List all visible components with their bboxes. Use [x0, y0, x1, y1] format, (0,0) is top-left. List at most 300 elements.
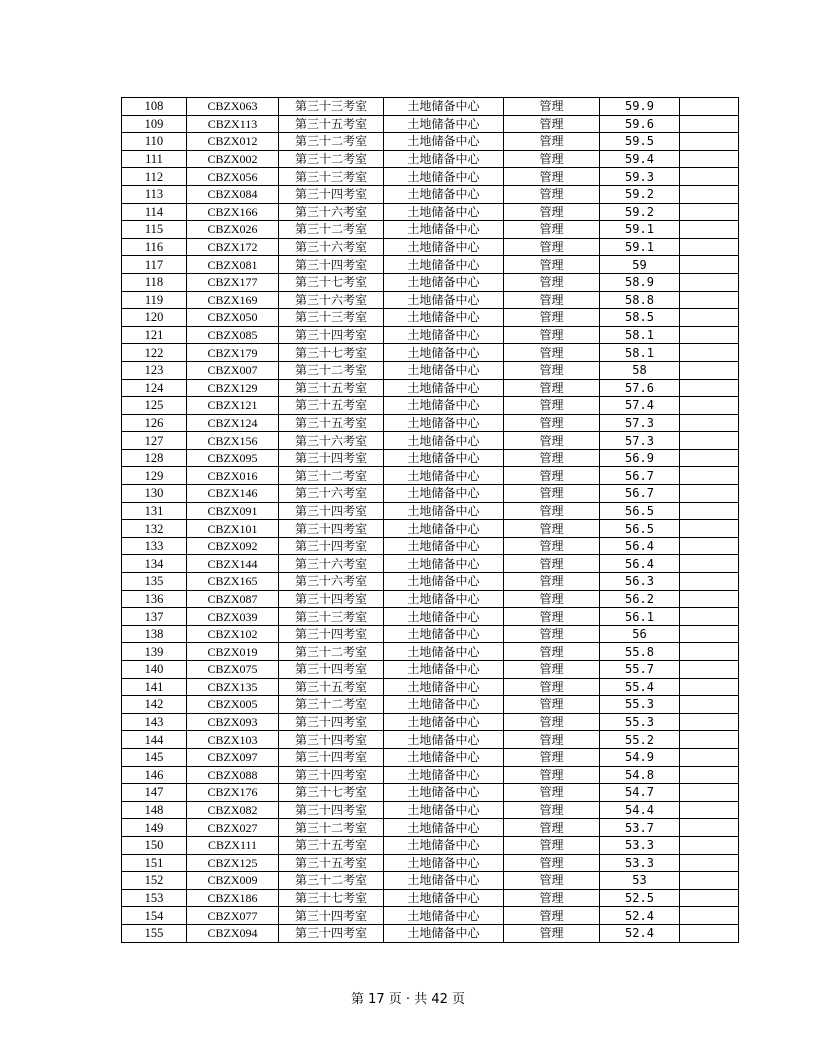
exam-room-cell: 第三十五考室	[279, 414, 384, 432]
rank-cell: 136	[122, 590, 187, 608]
score-cell: 52.4	[600, 907, 680, 925]
remark-cell	[680, 361, 739, 379]
remark-cell	[680, 344, 739, 362]
remark-cell	[680, 168, 739, 186]
unit-cell: 土地储备中心	[384, 854, 504, 872]
score-cell: 56.7	[600, 485, 680, 503]
candidate-id-cell: CBZX012	[187, 133, 279, 151]
position-cell: 管理	[504, 414, 600, 432]
unit-cell: 土地储备中心	[384, 502, 504, 520]
table-row	[122, 449, 739, 467]
table-row	[122, 203, 739, 221]
position-cell: 管理	[504, 309, 600, 327]
remark-cell	[680, 731, 739, 749]
rank-cell: 142	[122, 696, 187, 714]
position-cell: 管理	[504, 678, 600, 696]
exam-room-cell: 第三十二考室	[279, 467, 384, 485]
rank-cell: 131	[122, 502, 187, 520]
candidate-id-cell: CBZX075	[187, 661, 279, 679]
position-cell: 管理	[504, 748, 600, 766]
table-row	[122, 115, 739, 133]
position-cell: 管理	[504, 590, 600, 608]
candidate-id-cell: CBZX087	[187, 590, 279, 608]
remark-cell	[680, 872, 739, 890]
unit-cell: 土地储备中心	[384, 361, 504, 379]
candidate-id-cell: CBZX084	[187, 185, 279, 203]
position-cell: 管理	[504, 238, 600, 256]
table-row	[122, 185, 739, 203]
exam-room-cell: 第三十四考室	[279, 520, 384, 538]
rank-cell: 112	[122, 168, 187, 186]
table-row	[122, 731, 739, 749]
candidate-id-cell: CBZX002	[187, 150, 279, 168]
candidate-id-cell: CBZX082	[187, 801, 279, 819]
remark-cell	[680, 449, 739, 467]
unit-cell: 土地储备中心	[384, 326, 504, 344]
candidate-id-cell: CBZX111	[187, 836, 279, 854]
exam-room-cell: 第三十二考室	[279, 819, 384, 837]
score-cell: 57.3	[600, 414, 680, 432]
score-cell: 58.9	[600, 273, 680, 291]
rank-cell: 121	[122, 326, 187, 344]
score-cell: 55.3	[600, 696, 680, 714]
exam-room-cell: 第三十七考室	[279, 344, 384, 362]
rank-cell: 143	[122, 713, 187, 731]
table-row	[122, 643, 739, 661]
unit-cell: 土地储备中心	[384, 520, 504, 538]
unit-cell: 土地储备中心	[384, 537, 504, 555]
score-cell: 53.7	[600, 819, 680, 837]
unit-cell: 土地储备中心	[384, 872, 504, 890]
page-footer	[0, 988, 816, 1007]
remark-cell	[680, 379, 739, 397]
unit-cell: 土地储备中心	[384, 432, 504, 450]
candidate-id-cell: CBZX088	[187, 766, 279, 784]
exam-room-cell: 第三十三考室	[279, 309, 384, 327]
candidate-id-cell: CBZX186	[187, 889, 279, 907]
table-row	[122, 238, 739, 256]
rank-cell: 129	[122, 467, 187, 485]
table-row	[122, 309, 739, 327]
candidate-id-cell: CBZX007	[187, 361, 279, 379]
score-cell: 56.2	[600, 590, 680, 608]
remark-cell	[680, 326, 739, 344]
rank-cell: 144	[122, 731, 187, 749]
score-cell: 56.9	[600, 449, 680, 467]
exam-room-cell: 第三十五考室	[279, 836, 384, 854]
exam-room-cell: 第三十六考室	[279, 432, 384, 450]
score-cell: 52.4	[600, 924, 680, 942]
exam-room-cell: 第三十二考室	[279, 696, 384, 714]
exam-room-cell: 第三十四考室	[279, 625, 384, 643]
table-body	[122, 98, 739, 943]
unit-cell: 土地储备中心	[384, 344, 504, 362]
exam-room-cell: 第三十四考室	[279, 185, 384, 203]
table-row	[122, 836, 739, 854]
position-cell: 管理	[504, 801, 600, 819]
exam-room-cell: 第三十五考室	[279, 678, 384, 696]
remark-cell	[680, 432, 739, 450]
position-cell: 管理	[504, 502, 600, 520]
candidate-id-cell: CBZX113	[187, 115, 279, 133]
unit-cell: 土地储备中心	[384, 168, 504, 186]
remark-cell	[680, 397, 739, 415]
position-cell: 管理	[504, 168, 600, 186]
remark-cell	[680, 748, 739, 766]
rank-cell: 149	[122, 819, 187, 837]
rank-cell: 115	[122, 221, 187, 239]
remark-cell	[680, 502, 739, 520]
rank-cell: 132	[122, 520, 187, 538]
rank-cell: 122	[122, 344, 187, 362]
exam-room-cell: 第三十七考室	[279, 889, 384, 907]
position-cell: 管理	[504, 397, 600, 415]
candidate-id-cell: CBZX005	[187, 696, 279, 714]
score-cell: 54.7	[600, 784, 680, 802]
position-cell: 管理	[504, 625, 600, 643]
candidate-id-cell: CBZX144	[187, 555, 279, 573]
position-cell: 管理	[504, 872, 600, 890]
unit-cell: 土地储备中心	[384, 748, 504, 766]
table-row	[122, 696, 739, 714]
candidate-id-cell: CBZX101	[187, 520, 279, 538]
table-row	[122, 432, 739, 450]
score-cell: 56.5	[600, 520, 680, 538]
remark-cell	[680, 590, 739, 608]
remark-cell	[680, 555, 739, 573]
unit-cell: 土地储备中心	[384, 273, 504, 291]
score-cell: 58	[600, 361, 680, 379]
remark-cell	[680, 537, 739, 555]
position-cell: 管理	[504, 256, 600, 274]
score-cell: 54.4	[600, 801, 680, 819]
candidate-id-cell: CBZX091	[187, 502, 279, 520]
candidate-id-cell: CBZX177	[187, 273, 279, 291]
unit-cell: 土地储备中心	[384, 696, 504, 714]
score-cell: 57.3	[600, 432, 680, 450]
remark-cell	[680, 467, 739, 485]
position-cell: 管理	[504, 784, 600, 802]
candidate-id-cell: CBZX056	[187, 168, 279, 186]
table-row	[122, 502, 739, 520]
table-row	[122, 590, 739, 608]
table-row	[122, 168, 739, 186]
candidate-id-cell: CBZX135	[187, 678, 279, 696]
score-cell: 56.4	[600, 555, 680, 573]
remark-cell	[680, 309, 739, 327]
exam-room-cell: 第三十四考室	[279, 537, 384, 555]
rank-cell: 114	[122, 203, 187, 221]
remark-cell	[680, 115, 739, 133]
table-row	[122, 485, 739, 503]
exam-room-cell: 第三十四考室	[279, 766, 384, 784]
remark-cell	[680, 414, 739, 432]
table-row	[122, 133, 739, 151]
score-cell: 59.1	[600, 221, 680, 239]
table-row	[122, 555, 739, 573]
table-row	[122, 784, 739, 802]
rank-cell: 120	[122, 309, 187, 327]
remark-cell	[680, 485, 739, 503]
score-cell: 55.3	[600, 713, 680, 731]
unit-cell: 土地储备中心	[384, 467, 504, 485]
position-cell: 管理	[504, 326, 600, 344]
remark-cell	[680, 185, 739, 203]
rank-cell: 126	[122, 414, 187, 432]
unit-cell: 土地储备中心	[384, 889, 504, 907]
position-cell: 管理	[504, 836, 600, 854]
candidate-id-cell: CBZX156	[187, 432, 279, 450]
table-row	[122, 520, 739, 538]
rank-cell: 150	[122, 836, 187, 854]
rank-cell: 133	[122, 537, 187, 555]
exam-room-cell: 第三十四考室	[279, 731, 384, 749]
remark-cell	[680, 520, 739, 538]
rank-cell: 124	[122, 379, 187, 397]
remark-cell	[680, 661, 739, 679]
remark-cell	[680, 608, 739, 626]
score-cell: 53.3	[600, 854, 680, 872]
table-row	[122, 713, 739, 731]
table-row	[122, 889, 739, 907]
position-cell: 管理	[504, 854, 600, 872]
rank-cell: 119	[122, 291, 187, 309]
position-cell: 管理	[504, 221, 600, 239]
table-row	[122, 678, 739, 696]
unit-cell: 土地储备中心	[384, 309, 504, 327]
rank-cell: 148	[122, 801, 187, 819]
score-cell: 59.3	[600, 168, 680, 186]
unit-cell: 土地储备中心	[384, 555, 504, 573]
position-cell: 管理	[504, 467, 600, 485]
position-cell: 管理	[504, 731, 600, 749]
score-cell: 55.7	[600, 661, 680, 679]
remark-cell	[680, 801, 739, 819]
position-cell: 管理	[504, 766, 600, 784]
exam-room-cell: 第三十三考室	[279, 98, 384, 116]
exam-room-cell: 第三十四考室	[279, 748, 384, 766]
page-prefix: 第	[350, 992, 369, 1007]
position-cell: 管理	[504, 150, 600, 168]
score-cell: 55.2	[600, 731, 680, 749]
unit-cell: 土地储备中心	[384, 819, 504, 837]
rank-cell: 153	[122, 889, 187, 907]
results-table	[121, 97, 739, 943]
rank-cell: 123	[122, 361, 187, 379]
score-cell: 56	[600, 625, 680, 643]
rank-cell: 140	[122, 661, 187, 679]
candidate-id-cell: CBZX063	[187, 98, 279, 116]
rank-cell: 135	[122, 573, 187, 591]
rank-cell: 118	[122, 273, 187, 291]
exam-room-cell: 第三十四考室	[279, 801, 384, 819]
table-row	[122, 924, 739, 942]
remark-cell	[680, 573, 739, 591]
table-row	[122, 608, 739, 626]
candidate-id-cell: CBZX092	[187, 537, 279, 555]
candidate-id-cell: CBZX121	[187, 397, 279, 415]
exam-room-cell: 第三十二考室	[279, 133, 384, 151]
unit-cell: 土地储备中心	[384, 238, 504, 256]
remark-cell	[680, 256, 739, 274]
remark-cell	[680, 836, 739, 854]
exam-room-cell: 第三十六考室	[279, 203, 384, 221]
rank-cell: 108	[122, 98, 187, 116]
position-cell: 管理	[504, 573, 600, 591]
rank-cell: 138	[122, 625, 187, 643]
rank-cell: 125	[122, 397, 187, 415]
candidate-id-cell: CBZX093	[187, 713, 279, 731]
exam-room-cell: 第三十四考室	[279, 256, 384, 274]
unit-cell: 土地储备中心	[384, 590, 504, 608]
table-row	[122, 98, 739, 116]
remark-cell	[680, 819, 739, 837]
position-cell: 管理	[504, 98, 600, 116]
table-row	[122, 326, 739, 344]
unit-cell: 土地储备中心	[384, 98, 504, 116]
score-cell: 54.9	[600, 748, 680, 766]
score-cell: 59.5	[600, 133, 680, 151]
exam-room-cell: 第三十四考室	[279, 449, 384, 467]
rank-cell: 139	[122, 643, 187, 661]
remark-cell	[680, 924, 739, 942]
unit-cell: 土地储备中心	[384, 625, 504, 643]
table-row	[122, 150, 739, 168]
rank-cell: 137	[122, 608, 187, 626]
exam-room-cell: 第三十四考室	[279, 590, 384, 608]
table-row	[122, 291, 739, 309]
position-cell: 管理	[504, 889, 600, 907]
score-cell: 55.8	[600, 643, 680, 661]
position-cell: 管理	[504, 555, 600, 573]
position-cell: 管理	[504, 273, 600, 291]
unit-cell: 土地储备中心	[384, 713, 504, 731]
position-cell: 管理	[504, 537, 600, 555]
remark-cell	[680, 221, 739, 239]
score-cell: 57.6	[600, 379, 680, 397]
table-row	[122, 256, 739, 274]
table-row	[122, 854, 739, 872]
unit-cell: 土地储备中心	[384, 766, 504, 784]
remark-cell	[680, 98, 739, 116]
page-current-number: 17	[368, 992, 385, 1007]
table-row	[122, 344, 739, 362]
unit-cell: 土地储备中心	[384, 731, 504, 749]
table-row	[122, 819, 739, 837]
position-cell: 管理	[504, 185, 600, 203]
position-cell: 管理	[504, 924, 600, 942]
unit-cell: 土地储备中心	[384, 573, 504, 591]
candidate-id-cell: CBZX125	[187, 854, 279, 872]
remark-cell	[680, 291, 739, 309]
rank-cell: 113	[122, 185, 187, 203]
position-cell: 管理	[504, 608, 600, 626]
unit-cell: 土地储备中心	[384, 924, 504, 942]
table-row	[122, 467, 739, 485]
unit-cell: 土地储备中心	[384, 643, 504, 661]
candidate-id-cell: CBZX026	[187, 221, 279, 239]
candidate-id-cell: CBZX172	[187, 238, 279, 256]
exam-room-cell: 第三十四考室	[279, 661, 384, 679]
candidate-id-cell: CBZX085	[187, 326, 279, 344]
candidate-id-cell: CBZX081	[187, 256, 279, 274]
unit-cell: 土地储备中心	[384, 150, 504, 168]
score-cell: 53	[600, 872, 680, 890]
unit-cell: 土地储备中心	[384, 678, 504, 696]
rank-cell: 154	[122, 907, 187, 925]
score-cell: 58.1	[600, 344, 680, 362]
page-total-number: 42	[431, 992, 448, 1007]
exam-room-cell: 第三十四考室	[279, 713, 384, 731]
candidate-id-cell: CBZX097	[187, 748, 279, 766]
exam-room-cell: 第三十四考室	[279, 326, 384, 344]
position-cell: 管理	[504, 115, 600, 133]
score-cell: 59.1	[600, 238, 680, 256]
candidate-id-cell: CBZX009	[187, 872, 279, 890]
table-row	[122, 537, 739, 555]
score-cell: 59.2	[600, 203, 680, 221]
unit-cell: 土地储备中心	[384, 485, 504, 503]
unit-cell: 土地储备中心	[384, 256, 504, 274]
exam-room-cell: 第三十五考室	[279, 379, 384, 397]
rank-cell: 109	[122, 115, 187, 133]
remark-cell	[680, 766, 739, 784]
table-row	[122, 801, 739, 819]
candidate-id-cell: CBZX102	[187, 625, 279, 643]
exam-room-cell: 第三十二考室	[279, 150, 384, 168]
exam-room-cell: 第三十二考室	[279, 221, 384, 239]
table-row	[122, 748, 739, 766]
rank-cell: 110	[122, 133, 187, 151]
unit-cell: 土地储备中心	[384, 801, 504, 819]
position-cell: 管理	[504, 485, 600, 503]
exam-room-cell: 第三十五考室	[279, 854, 384, 872]
candidate-id-cell: CBZX103	[187, 731, 279, 749]
candidate-id-cell: CBZX169	[187, 291, 279, 309]
exam-room-cell: 第三十六考室	[279, 291, 384, 309]
remark-cell	[680, 907, 739, 925]
position-cell: 管理	[504, 819, 600, 837]
unit-cell: 土地储备中心	[384, 397, 504, 415]
rank-cell: 116	[122, 238, 187, 256]
remark-cell	[680, 643, 739, 661]
score-cell: 56.5	[600, 502, 680, 520]
position-cell: 管理	[504, 133, 600, 151]
candidate-id-cell: CBZX146	[187, 485, 279, 503]
table-row	[122, 766, 739, 784]
score-cell: 59.9	[600, 98, 680, 116]
score-cell: 56.1	[600, 608, 680, 626]
table-row	[122, 907, 739, 925]
candidate-id-cell: CBZX124	[187, 414, 279, 432]
position-cell: 管理	[504, 643, 600, 661]
position-cell: 管理	[504, 291, 600, 309]
table-row	[122, 221, 739, 239]
remark-cell	[680, 625, 739, 643]
position-cell: 管理	[504, 344, 600, 362]
exam-room-cell: 第三十四考室	[279, 907, 384, 925]
page-separator: 页 · 共	[384, 992, 432, 1007]
score-cell: 52.5	[600, 889, 680, 907]
position-cell: 管理	[504, 696, 600, 714]
score-cell: 56.4	[600, 537, 680, 555]
unit-cell: 土地储备中心	[384, 115, 504, 133]
score-cell: 56.3	[600, 573, 680, 591]
table-row	[122, 273, 739, 291]
rank-cell: 130	[122, 485, 187, 503]
candidate-id-cell: CBZX019	[187, 643, 279, 661]
position-cell: 管理	[504, 379, 600, 397]
